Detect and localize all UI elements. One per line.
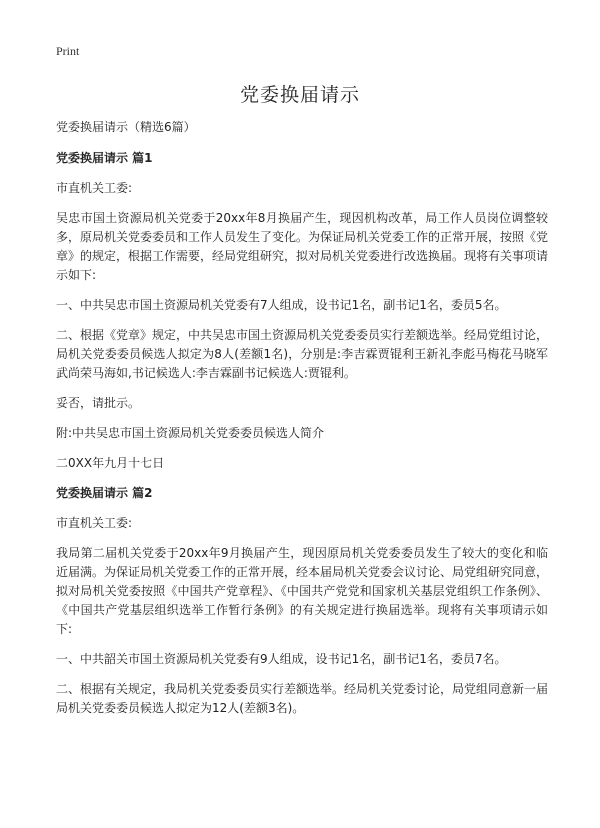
section-heading-2: 党委换届请示 篇2 — [56, 486, 153, 500]
section-1-paragraph-intro: 吴忠市国土资源局机关党委于20xx年8月换届产生，现因机构改革，局工作人员岗位调整较多，原局机关党委委员和工作人员发生了变化。为保证局机关党委工作的正常开展，按照《党章》的规定，根据工作需要，经局党组研究，拟对局机关党委进行改选换届。现将有关事项请示如下: — [56, 211, 549, 282]
section-2-paragraph-item-2: 二、根据有关规定，我局机关党委委员实行差额选举。经局机关党委讨论，局党组同意新一届局机关党委委员候选人拟定为12人(差额3名)。 — [56, 682, 549, 715]
document-subtitle: 党委换届请示（精选6篇） — [56, 120, 196, 134]
section-1-paragraph-item-2: 二、根据《党章》规定，中共吴忠市国土资源局机关党委委员实行差额选举。经局党组讨论，局机关党委委员候选人拟定为8人(差额1名)，分别是:李吉霖贾锟利王新礼李彪马梅花马晓军武尚荣马海如,书记候选人:李吉霖副书记候选人:贾锟利。 — [56, 328, 549, 380]
document-body — [56, 118, 548, 729]
section-2-paragraph-item-1: 一、中共韶关市国土资源局机关党委有9人组成，设书记1名，副书记1名，委员7名。 — [56, 652, 507, 666]
document-title: 党委换届请示 — [239, 84, 360, 106]
section-1-date: 二0XX年九月十七日 — [56, 456, 165, 470]
addressee-2: 市直机关工委: — [56, 516, 133, 530]
section-1-paragraph-item-1: 一、中共吴忠市国土资源局机关党委有7人组成，设书记1名，副书记1名，委员5名。 — [56, 298, 507, 312]
section-2-paragraph-intro: 我局第二届机关党委于20xx年9月换届产生，现因原局机关党委委员发生了较大的变化和临近届满。为保证局机关党委工作的正常开展，经本届局机关党委会议讨论、局党组研究同意，拟对局机关党委按照《中国共产党章程》、《中国共产党党和国家机关基层党组织工作条例》、《中国共产党基层组织选举工作暂行条例》的有关规定进行换届选举。现将有关事项请示如下: — [56, 546, 549, 636]
section-1-approval-request: 妥否，请批示。 — [56, 396, 141, 410]
section-1-attachment: 附:中共吴忠市国土资源局机关党委委员候选人简介 — [56, 426, 325, 440]
print-link[interactable]: Print — [56, 44, 80, 58]
addressee-1: 市直机关工委: — [56, 181, 133, 195]
section-heading-1: 党委换届请示 篇1 — [56, 151, 153, 165]
